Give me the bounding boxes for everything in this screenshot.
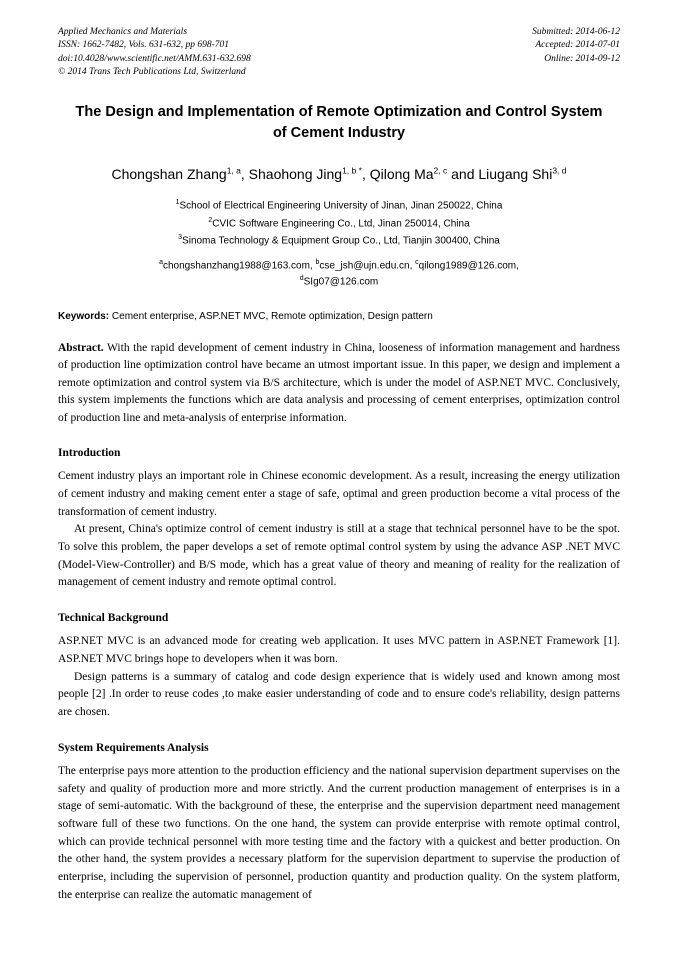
accepted-date: Accepted: 2014-07-01 xyxy=(535,40,620,51)
author-name: Liugang Shi xyxy=(478,166,553,183)
email-sup: d xyxy=(299,275,304,282)
section-heading-system-requirements-analysis: System Requirements Analysis xyxy=(58,741,209,754)
email-address: SIg07@126.com xyxy=(303,276,379,288)
affiliation-item xyxy=(58,232,620,250)
author-sup: 2, c xyxy=(433,165,448,176)
affiliation-text: Sinoma Technology & Equipment Group Co., Ltd, Tianjin 300400, China xyxy=(182,235,500,247)
author-sep: and xyxy=(447,166,479,183)
author-sup: 3, d xyxy=(552,165,567,176)
email-line xyxy=(58,258,620,274)
author-name: Qilong Ma xyxy=(369,166,434,183)
paragraph: The enterprise pays more attention to the production efficiency and the national supervision department supervises on the safety and quality of production more and more strictly. And the current production management of enterprises is in a stage of semi-automatic. With the background of these, the enterprise and the supervision department need management software full of these two functions. On the one hand, the system can provide enterprise with remote optimal control, which can provide technical personnel with more testing time and the factory with a quickest and better production. On the other hand, the system provides a necessary platform for the supervision department to supervise the production of enterprise, including the supervision of personnel, production quantity and production quality. On the system platform, the enterprise can realize the automatic management of xyxy=(58,764,620,901)
email-address: qilong1989@126.com, xyxy=(418,260,519,272)
author-name: Chongshan Zhang xyxy=(111,166,227,183)
keywords-line xyxy=(58,310,620,324)
email-sup: c xyxy=(415,259,419,267)
paragraph: Design patterns is a summary of catalog and code design experience that is widely used and known among most people [2] .In order to reuse codes ,to make easier understanding of code and to ensure code's reliability, design patterns are chosen. xyxy=(58,670,620,719)
submission-dates xyxy=(532,26,620,66)
affiliation-text: CVIC Software Engineering Co., Ltd, Jinan 250014, China xyxy=(212,217,470,229)
affiliation-text: School of Electrical Engineering University of Jinan, Jinan 250022, China xyxy=(179,200,503,212)
journal-doi: doi:10.4028/www.scientific.net/AMM.631-632.698 xyxy=(58,53,251,64)
author-list xyxy=(58,165,620,185)
author-name: Shaohong Jing xyxy=(248,166,343,183)
journal-info xyxy=(58,26,251,80)
abstract-text: With the rapid development of cement industry in China, looseness of information management and hardness of production line optimization control have became an utmost important issue. In this paper, we design and implement a remote optimization and control system via B/S architecture, which is under the model of ASP.NET MVC. Conclusively, this system implements the functions which are data analysis and processing of cement enterprises, optimization control of production line and meta-analysis of enterprise information. xyxy=(58,341,620,424)
online-date: Online: 2014-09-12 xyxy=(544,53,620,64)
keywords-label: Keywords: xyxy=(58,310,110,322)
paragraph: ASP.NET MVC is an advanced mode for creating web application. It uses MVC pattern in ASP.NET Framework [1]. ASP.NET MVC brings hope to developers when it was born. xyxy=(58,635,620,665)
email-sup: b xyxy=(315,259,320,267)
abstract-label: Abstract. xyxy=(58,341,104,354)
paragraph: At present, China's optimize control of cement industry is still at a stage that technical personnel have to be the spot. To solve this problem, the paper develops a set of remote optimal control system by using the advance ASP .NET MVC (Model-View-Controller) and B/S mode, which has a great value of theory and meaning of reality for the realization of management of cement industry and remote optimal control. xyxy=(58,523,620,589)
keywords-value: Cement enterprise, ASP.NET MVC, Remote optimization, Design pattern xyxy=(111,310,433,322)
abstract-block xyxy=(58,340,620,427)
journal-issn: ISSN: 1662-7482, Vols. 631-632, pp 698-701 xyxy=(58,40,229,51)
affiliation-sup: 3 xyxy=(178,234,183,242)
page-title: The Design and Implementation of Remote Optimization and Control System of Cement Industry xyxy=(75,103,603,141)
email-line xyxy=(58,274,620,290)
affiliation-item xyxy=(58,197,620,215)
section-heading-technical-background: Technical Background xyxy=(58,612,169,625)
journal-name: Applied Mechanics and Materials xyxy=(58,27,188,37)
author-sep: , xyxy=(361,166,370,183)
page-header xyxy=(58,26,620,80)
author-emails xyxy=(58,258,620,290)
affiliation-sup: 1 xyxy=(175,198,180,206)
paragraph: Cement industry plays an important role in Chinese economic development. As a result, increasing the energy utilization of cement industry and making cement enter a stage of safe, optimal and green production become a vital process of the transformation of cement industry. xyxy=(58,470,620,518)
affiliation-item xyxy=(58,215,620,233)
journal-copyright: © 2014 Trans Tech Publications Ltd, Switzerland xyxy=(58,67,246,78)
author-sup: 1, a xyxy=(226,165,241,176)
affiliation-sup: 2 xyxy=(208,216,213,224)
affiliation-list xyxy=(58,197,620,250)
section-heading-introduction: Introduction xyxy=(58,447,121,460)
author-sup: 1, b * xyxy=(342,165,362,176)
email-address: chongshanzhang1988@163.com, xyxy=(163,260,316,272)
author-sep: , xyxy=(240,166,249,183)
submitted-date: Submitted: 2014-06-12 xyxy=(532,27,620,37)
email-address: cse_jsh@ujn.edu.cn, xyxy=(319,260,416,272)
email-sup: a xyxy=(159,259,163,267)
